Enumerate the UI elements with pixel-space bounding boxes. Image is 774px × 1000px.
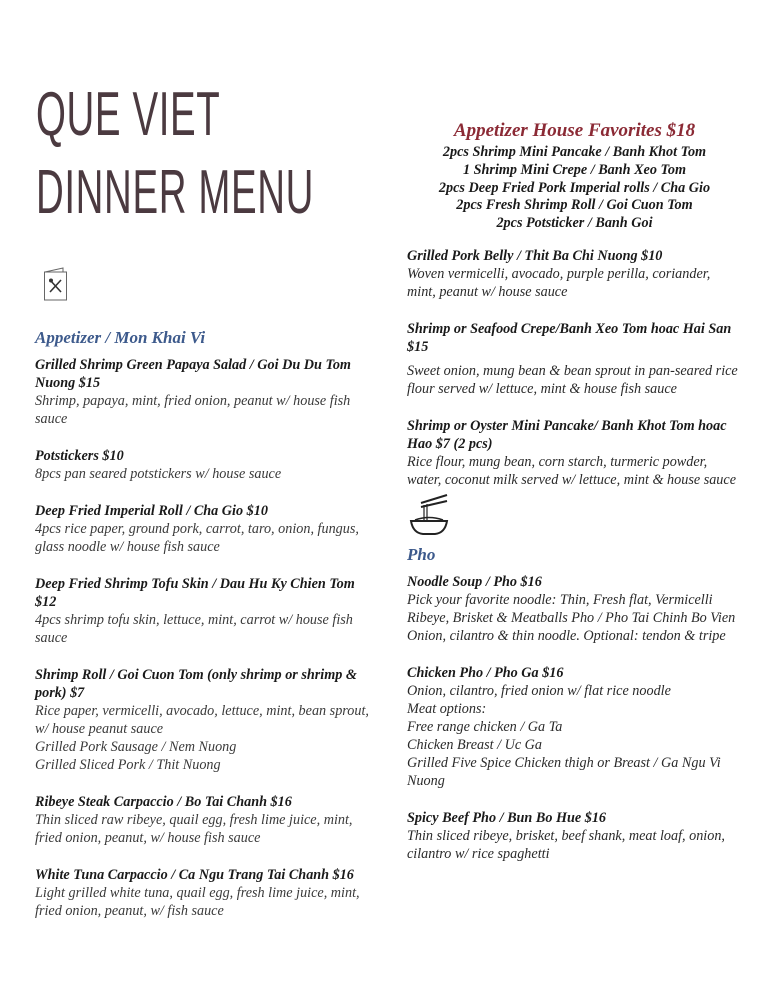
house-favorite-item: 2pcs Potsticker / Banh Goi [496,215,653,232]
house-favorites-title: Appetizer House Favorites $18 [453,120,696,141]
pho-section-heading: Pho [407,544,436,564]
house-favorite-item: 2pcs Deep Fried Pork Imperial rolls / Cha Gio [438,179,711,196]
right-appetizer-list [407,247,742,489]
menu-item [407,417,742,489]
menu-item-description: 4pcs rice paper, ground pork, carrot, taro, onion, fungus, glass noodle w/ house fish sauce [35,521,359,555]
menu-item [407,573,742,645]
menu-item-description: Rice flour, mung bean, corn starch, turmeric powder, water, coconut milk served w/ lettuce, mint & house sauce [407,453,736,488]
menu-item-description: Onion, cilantro & thin noodle. Optional: tendon & tripe [407,627,726,644]
house-favorites [407,120,742,233]
menu-item [35,793,370,847]
menu-item-description: Grilled Pork Sausage / Nem Nuong [35,739,237,755]
menu-item-description: 8pcs pan seared potstickers w/ house sauce [35,466,282,482]
menu-item [407,664,742,790]
menu-item-name: Shrimp or Oyster Mini Pancake/ Banh Khot Tom hoac Hao $7 (2 pcs) [407,417,727,452]
menu-fork-knife-icon [43,266,69,302]
menu-item-description: Thin sliced ribeye, brisket, beef shank, meat loaf, onion, cilantro w/ rice spaghetti [407,827,725,862]
menu-item [35,502,370,556]
menu-item-description: Ribeye, Brisket & Meatballs Pho / Pho Tai Chinh Bo Vien [407,609,736,626]
menu-item-description: Rice paper, vermicelli, avocado, lettuce, mint, bean sprout, w/ house peanut sauce [35,703,369,737]
menu-item-name: Chicken Pho / Pho Ga $16 [407,664,564,681]
menu-item-name: Potstickers $10 [35,448,124,464]
menu-item [35,666,370,774]
menu-item [35,356,370,428]
menu-item-name: Shrimp or Seafood Crepe/Banh Xeo Tom hoac Hai San $15 [407,320,732,355]
menu-item [407,320,742,398]
menu-item-description: Grilled Sliced Pork / Thit Nuong [35,757,221,773]
right-column [407,120,742,882]
menu-item-description: 4pcs shrimp tofu skin, lettuce, mint, carrot w/ house fish sauce [35,612,353,646]
menu-item-description: Sweet onion, mung bean & bean sprout in pan-seared rice flour served w/ lettuce, mint & house fish sauce [407,362,738,397]
menu-item-description: Pick your favorite noodle: Thin, Fresh flat, Vermicelli [407,591,713,608]
menu-item-description: Light grilled white tuna, quail egg, fresh lime juice, mint, fried onion, peanut, w/ fish sauce [35,885,360,919]
menu-item-name: Grilled Shrimp Green Papaya Salad / Goi Du Du Tom Nuong $15 [35,357,351,391]
menu-item-name: Deep Fried Shrimp Tofu Skin / Dau Hu Ky Chien Tom $12 [35,576,355,610]
menu-item [35,866,370,920]
menu-item-description: Shrimp, papaya, mint, fried onion, peanut w/ house fish sauce [35,393,351,427]
menu-item [35,447,370,483]
house-favorite-item: 1 Shrimp Mini Crepe / Banh Xeo Tom [463,161,686,178]
menu-item-name: White Tuna Carpaccio / Ca Ngu Trang Tai Chanh $16 [35,867,354,883]
menu-item-description: Grilled Five Spice Chicken thigh or Breast / Ga Ngu Vi Nuong [407,754,721,789]
appetizer-list [35,356,370,920]
menu-item [407,247,742,301]
menu-title: DINNER MENU [36,158,315,227]
left-column [35,328,370,939]
menu-item-name: Spicy Beef Pho / Bun Bo Hue $16 [407,809,607,826]
house-favorite-item: 2pcs Fresh Shrimp Roll / Goi Cuon Tom [456,197,693,214]
menu-item-description: Chicken Breast / Uc Ga [407,736,543,753]
pho-list [407,573,742,863]
restaurant-title: QUE VIET [36,80,221,149]
menu-item-name: Deep Fried Imperial Roll / Cha Gio $10 [35,503,268,519]
menu-item-description: Meat options: [407,700,487,717]
house-favorite-item: 2pcs Shrimp Mini Pancake / Banh Khot Tom [442,144,707,160]
menu-item [407,809,742,863]
menu-item-description: Free range chicken / Ga Ta [407,718,563,735]
menu-item-description: Thin sliced raw ribeye, quail egg, fresh lime juice, mint, fried onion, peanut, w/ house fish sauce [35,812,353,846]
menu-item-name: Grilled Pork Belly / Thit Ba Chi Nuong $10 [407,247,663,264]
noodle-bowl-icon [407,493,451,537]
menu-item-description: Onion, cilantro, fried onion w/ flat rice noodle [407,682,671,699]
menu-item [35,575,370,647]
menu-item-name: Shrimp Roll / Goi Cuon Tom (only shrimp or shrimp & pork) $7 [35,667,357,701]
appetizer-section-heading: Appetizer / Mon Khai Vi [35,328,206,347]
menu-item-name: Ribeye Steak Carpaccio / Bo Tai Chanh $16 [35,794,292,810]
menu-item-name: Noodle Soup / Pho $16 [407,573,542,590]
menu-item-description: Woven vermicelli, avocado, purple perilla, coriander, mint, peanut w/ house sauce [407,265,711,300]
